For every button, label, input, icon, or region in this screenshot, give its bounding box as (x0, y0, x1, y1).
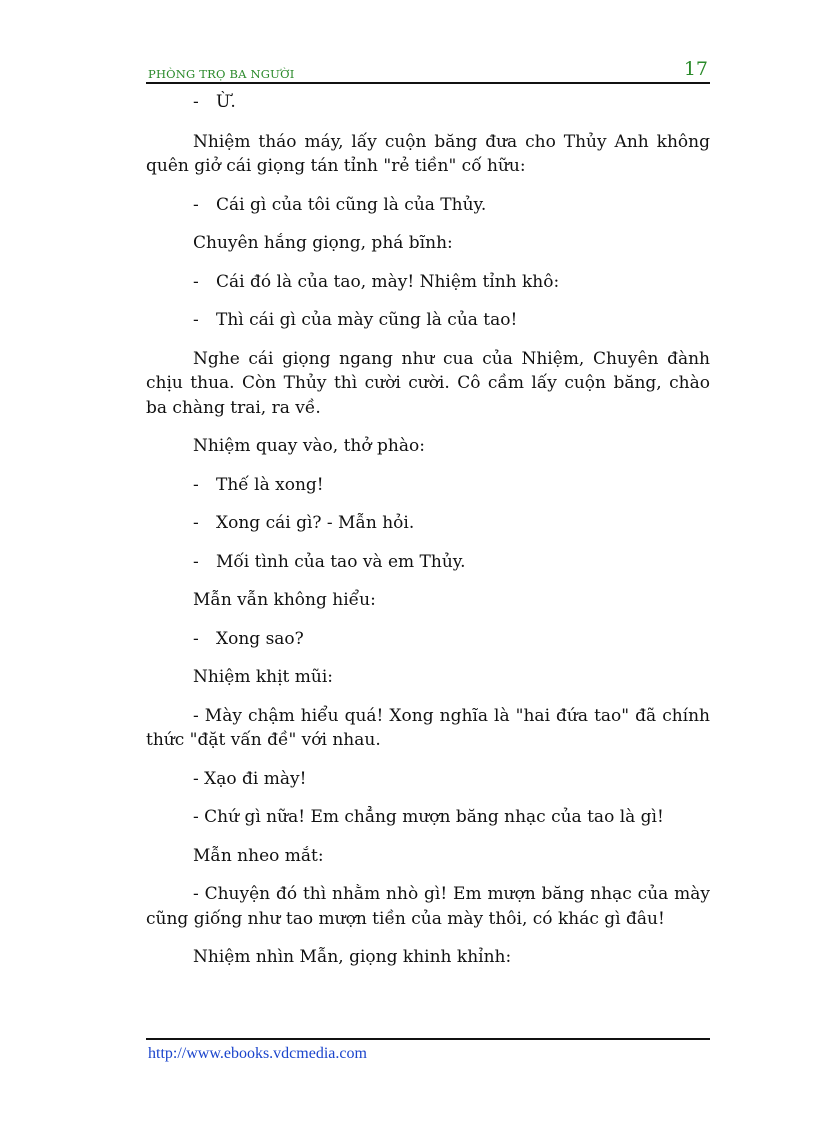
paragraph-text: Xong sao? (216, 628, 304, 649)
paragraph-text: Thì cái gì của mày cũng là của tao! (216, 310, 518, 330)
paragraph-6 (146, 308, 710, 333)
paragraph-text: Xong cái gì? - Mẫn hỏi. (216, 513, 415, 533)
paragraph-16: - Xạo đi mày! (193, 768, 307, 789)
paragraph-2: Nhiệm tháo máy, lấy cuộn băng đưa cho Thủy Anh không quên giở cái giọng tán tỉnh "rẻ tiền" cố hữu: (146, 131, 710, 176)
paragraph-text: Cái gì của tôi cũng là của Thủy. (216, 194, 487, 215)
dash-mark: - (193, 92, 199, 112)
dash-mark: - (193, 513, 199, 533)
paragraph-1 (146, 90, 710, 115)
paragraph-12: Mẫn vẫn không hiểu: (193, 590, 376, 610)
page-header (146, 58, 710, 84)
paragraph-text: Cái đó là của tao, mày! Nhiệm tỉnh khô: (216, 271, 560, 292)
dash-mark: - (193, 194, 199, 215)
page-body (146, 90, 710, 970)
paragraph-text: Mối tình của tao và em Thủy. (216, 551, 466, 572)
paragraph-10 (146, 511, 710, 536)
dash-mark: - (193, 271, 199, 292)
header-title: PHÒNG TRỌ BA NGƯỜI (148, 67, 295, 81)
paragraph-text: Ừ. (216, 92, 236, 112)
paragraph-20: Nhiệm nhìn Mẫn, giọng khinh khỉnh: (193, 947, 512, 967)
paragraph-15: - Mày chậm hiểu quá! Xong nghĩa là "hai đứa tao" đã chính thức "đặt vấn đề" với nhau. (146, 705, 710, 750)
paragraph-11 (146, 550, 710, 575)
paragraph-8: Nhiệm quay vào, thở phào: (193, 436, 425, 456)
dash-mark: - (193, 628, 199, 649)
paragraph-text: Thế là xong! (216, 474, 324, 495)
page-number: 17 (683, 58, 708, 80)
paragraph-19: - Chuyện đó thì nhằm nhò gì! Em mượn băng nhạc của mày cũng giống như tao mượn tiền của mày thôi, có khác gì đâu! (146, 884, 710, 929)
footer-divider (146, 1038, 710, 1040)
paragraph-17: - Chứ gì nữa! Em chẳng mượn băng nhạc của tao là gì! (193, 807, 664, 827)
paragraph-18: Mẫn nheo mắt: (193, 845, 324, 866)
dash-mark: - (193, 310, 199, 330)
footer-link[interactable]: http://www.ebooks.vdcmedia.com (148, 1045, 367, 1062)
dash-mark: - (193, 551, 199, 572)
paragraph-14: Nhiệm khịt mũi: (193, 667, 334, 687)
dash-mark: - (193, 474, 199, 495)
paragraph-13 (146, 627, 710, 652)
paragraph-9 (146, 473, 710, 498)
paragraph-5 (146, 270, 710, 295)
paragraph-4: Chuyên hắng giọng, phá bĩnh: (193, 233, 453, 253)
paragraph-3 (146, 193, 710, 218)
paragraph-7: Nghe cái giọng ngang như cua của Nhiệm, Chuyên đành chịu thua. Còn Thủy thì cười cười. Cô cầm lấy cuộn băng, chào ba chàng trai, ra về. (146, 348, 710, 418)
